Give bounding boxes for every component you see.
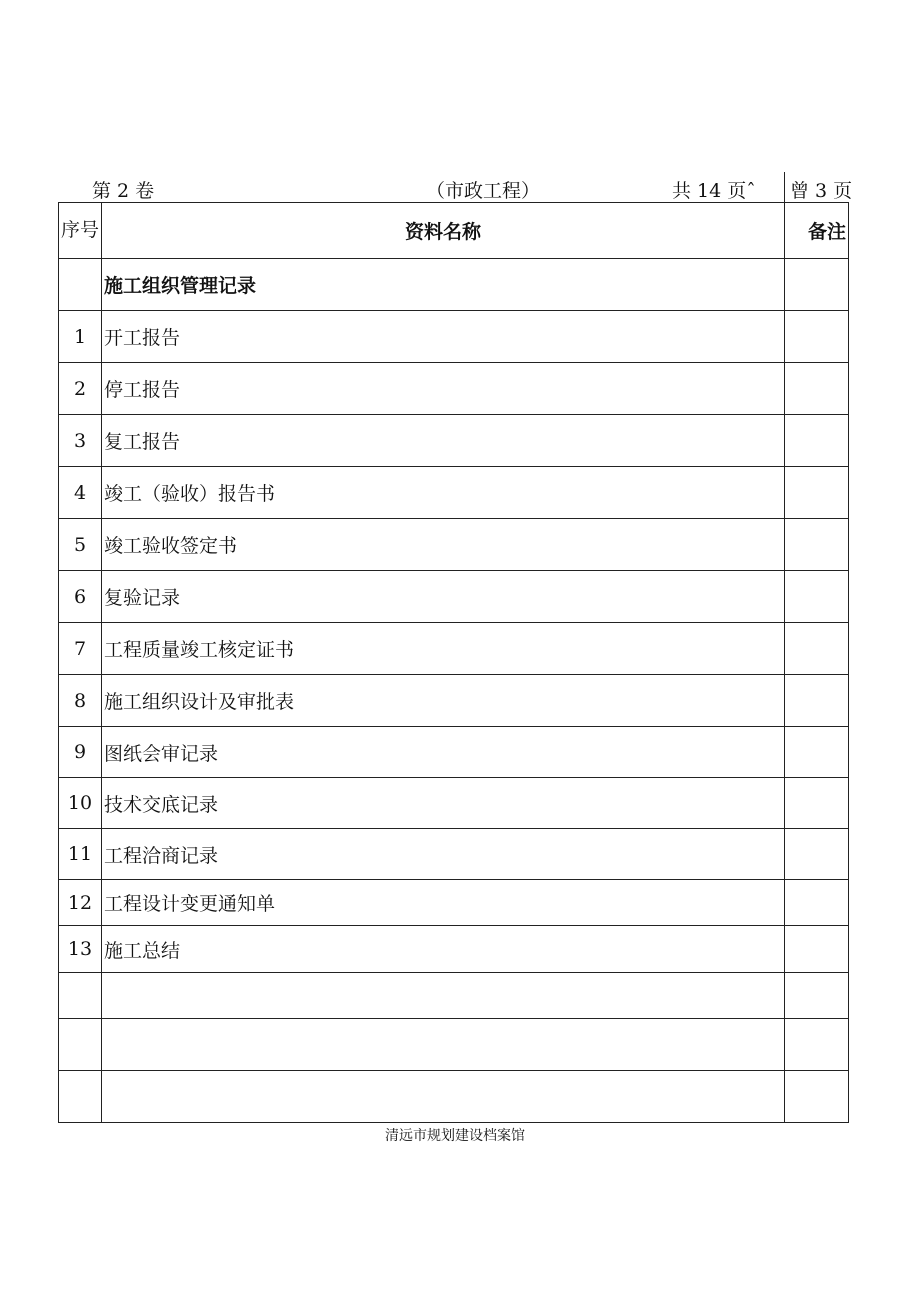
row-remark [785,829,849,880]
row-number: 1 [59,311,102,363]
row-document-name: 工程设计变更通知单 [102,880,785,926]
row-document-name: 工程洽商记录 [102,829,785,880]
table-row [59,880,849,926]
row-document-name: 开工报告 [102,311,785,363]
row-remark [785,363,849,415]
table-row [59,829,849,880]
row-number: 2 [59,363,102,415]
row-document-name: 技术交底记录 [102,778,785,829]
row-document-name: 图纸会审记录 [102,727,785,778]
header-divider [784,172,785,202]
table-row [59,571,849,623]
empty-name-cell [102,973,785,1019]
row-remark [785,675,849,727]
row-remark [785,926,849,973]
row-number: 9 [59,727,102,778]
row-number: 13 [59,926,102,973]
empty-row [59,1071,849,1123]
row-number: 7 [59,623,102,675]
volume-number: 第 2 卷 [92,180,155,202]
table-row [59,467,849,519]
row-remark [785,519,849,571]
row-remark [785,623,849,675]
column-header-number: 序号 [59,203,102,259]
row-number: 4 [59,467,102,519]
empty-row [59,1019,849,1071]
table-row [59,519,849,571]
row-document-name: 复验记录 [102,571,785,623]
row-remark [785,415,849,467]
empty-remark-cell [785,973,849,1019]
column-header-name: 资料名称 [102,203,785,259]
table-row [59,926,849,973]
section-remark-cell [785,259,849,311]
row-number: 10 [59,778,102,829]
row-number: 3 [59,415,102,467]
section-number-cell [59,259,102,311]
row-document-name: 竣工验收签定书 [102,519,785,571]
table-row [59,311,849,363]
table-header-row [59,203,849,259]
row-document-name: 竣工（验收）报告书 [102,467,785,519]
archive-organization-footer: 清远市规划建设档案馆 [385,1128,525,1144]
row-document-name: 施工总结 [102,926,785,973]
row-remark [785,778,849,829]
empty-row [59,973,849,1019]
table-row [59,363,849,415]
row-number: 11 [59,829,102,880]
empty-remark-cell [785,1019,849,1071]
table-row [59,623,849,675]
empty-remark-cell [785,1071,849,1123]
row-number: 6 [59,571,102,623]
row-document-name: 工程质量竣工核定证书 [102,623,785,675]
row-remark [785,571,849,623]
table-row [59,415,849,467]
catalog-table [58,202,849,1123]
empty-name-cell [102,1071,785,1123]
row-remark [785,880,849,926]
empty-name-cell [102,1019,785,1071]
section-title: 施工组织管理记录 [102,259,785,311]
row-number: 5 [59,519,102,571]
section-row [59,259,849,311]
table-row [59,727,849,778]
row-remark [785,467,849,519]
total-pages: 共 14 页ˆ [672,180,756,202]
empty-number-cell [59,1019,102,1071]
empty-number-cell [59,973,102,1019]
row-remark [785,727,849,778]
row-document-name: 施工组织设计及审批表 [102,675,785,727]
row-document-name: 复工报告 [102,415,785,467]
catalog-header [58,176,853,202]
row-remark [785,311,849,363]
table-row [59,675,849,727]
row-number: 8 [59,675,102,727]
empty-number-cell [59,1071,102,1123]
table-row [59,778,849,829]
page-number: 曾 3 页 [790,180,853,202]
project-category: （市政工程） [426,180,541,202]
row-number: 12 [59,880,102,926]
row-document-name: 停工报告 [102,363,785,415]
column-header-remark: 备注 [785,203,849,259]
